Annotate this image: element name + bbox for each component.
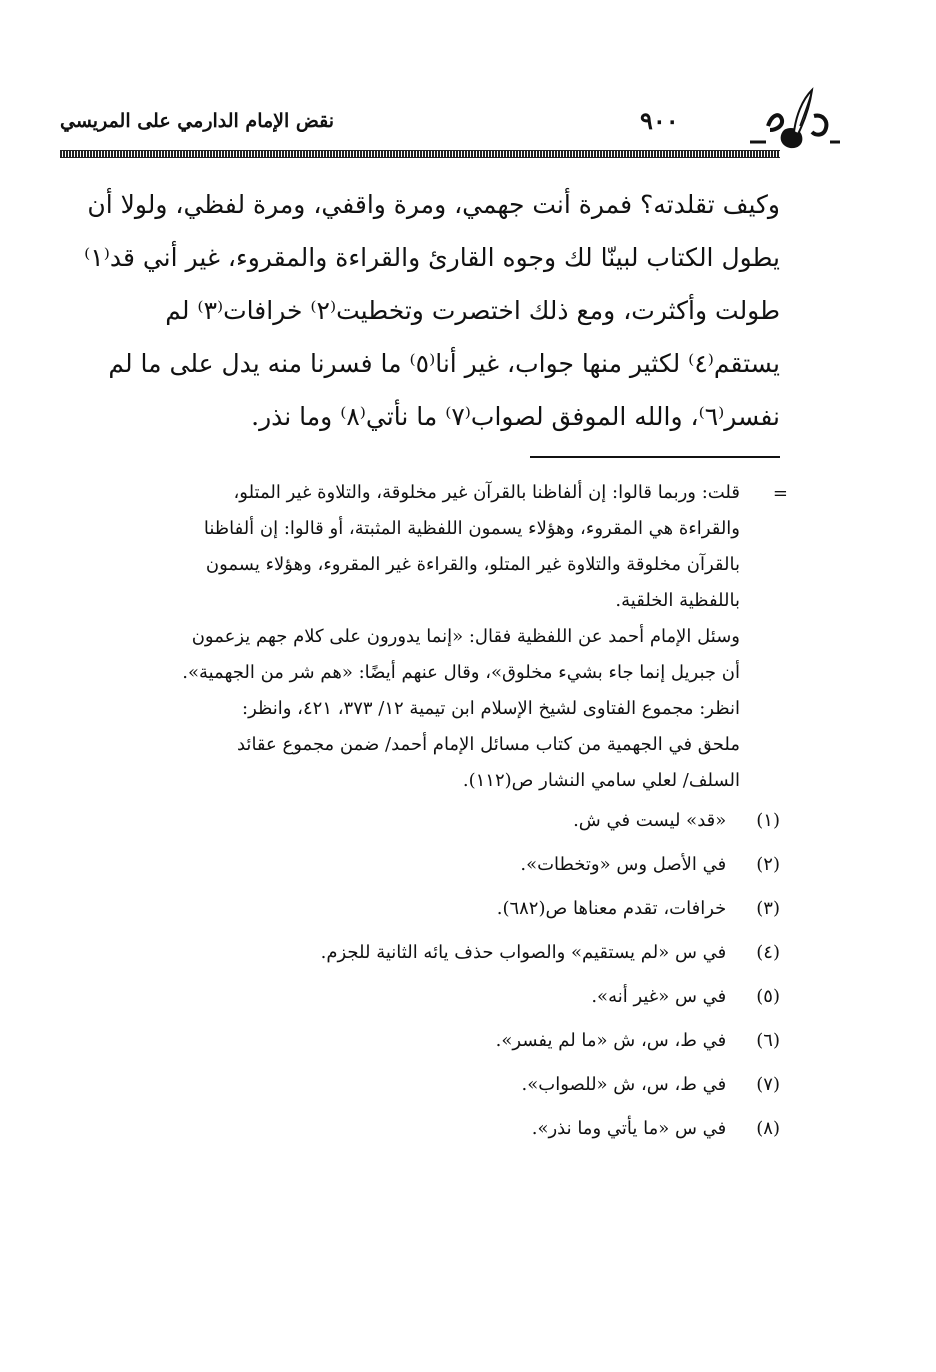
- footnote-item: [60, 975, 780, 1019]
- footnotes: [60, 475, 788, 1151]
- footnote-number: (٨): [756, 1118, 780, 1139]
- footnote-item: [60, 931, 780, 975]
- footnote-line: قلت: وربما قالوا: إن ألفاظنا بالقرآن غير مخلوقة، والتلاوة غير المتلو،: [233, 482, 740, 503]
- footnote-item: [60, 799, 780, 843]
- footnote-line: أن جبريل إنما جاء بشيء مخلوق»، وقال عنهم أيضًا: «هم شر من الجهمية».: [182, 662, 740, 683]
- main-text: [84, 178, 780, 443]
- footnote-line: باللفظية الخلقية.: [615, 590, 740, 611]
- footnote-text: في س «ما يأتي وما نذر».: [531, 1118, 727, 1139]
- footnote-number: (٧): [756, 1074, 780, 1095]
- page-header: [60, 100, 780, 140]
- footnote-line: والقراءة هي المقروء، وهؤلاء يسمون اللفظية المثبتة، أو قالوا: إن ألفاظنا: [203, 518, 740, 539]
- running-title: نقض الإمام الدارمي على المريسي: [60, 110, 335, 132]
- main-text-line: يستقم⁽٤⁾ لكثير منها جواب، غير أنا⁽٥⁾ ما فسرنا منه يدل على ما لم: [108, 349, 780, 378]
- footnote-text: في س «لم يستقيم» والصواب حذف يائه الثانية للجزم.: [320, 942, 727, 963]
- footnote-continuation: [60, 475, 740, 799]
- continuation-mark: =: [772, 483, 788, 504]
- quill-inkwell-icon: [750, 86, 840, 156]
- footnote-text: في ط، س، ش «ما لم يفسر».: [495, 1030, 727, 1051]
- footnote-line: وسئل الإمام أحمد عن اللفظية فقال: «إنما يدورون على كلام جهم يزعمون: [191, 626, 740, 647]
- footnote-number: (٤): [756, 942, 780, 963]
- footnote-line: انظر: مجموع الفتاوى لشيخ الإسلام ابن تيمية ١٢/ ٣٧٣، ٤٢١، وانظر:: [242, 698, 740, 719]
- footnote-number: (٥): [756, 986, 780, 1007]
- footnote-divider: [530, 456, 780, 458]
- footnote-text: في الأصل وس «وتخطات».: [520, 854, 727, 875]
- footnote-text: في ط، س، ش «للصواب».: [521, 1074, 727, 1095]
- main-text-line: وكيف تقلدته؟ فمرة أنت جهمي، ومرة واقفي، ومرة لفظي، ولولا أن: [87, 190, 780, 219]
- footnote-item: [60, 1019, 780, 1063]
- footnote-item: [60, 887, 780, 931]
- footnote-line: ملحق في الجهمية من كتاب مسائل الإمام أحمد/ ضمن مجموع عقائد: [236, 734, 740, 755]
- footnote-item: [60, 1107, 780, 1151]
- footnote-number: (١): [756, 810, 780, 831]
- footnote-line: بالقرآن مخلوقة والتلاوة غير المتلو، والقراءة غير المقروء، وهؤلاء يسمون: [205, 554, 740, 575]
- footnote-text: خرافات، تقدم معناها ص(٦٨٢).: [496, 898, 727, 919]
- footnote-item: [60, 843, 780, 887]
- main-text-line: يطول الكتاب لبينّا لك وجوه القارئ والقراءة والمقروء، غير أني قد⁽١⁾: [84, 243, 780, 272]
- footnote-item: [60, 1063, 780, 1107]
- page-number: ٩٠٠: [640, 106, 679, 135]
- footnote-line: السلف/ لعلي سامي النشار ص(١١٢).: [462, 770, 740, 791]
- footnote-number: (٢): [756, 854, 780, 875]
- footnote-text: «قد» ليست في ش.: [573, 810, 727, 831]
- main-text-line: طولت وأكثرت، ومع ذلك اختصرت وتخطيت⁽٢⁾ خرافات⁽٣⁾ لم: [165, 296, 780, 325]
- footnote-number: (٦): [756, 1030, 780, 1051]
- header-rule: [60, 150, 780, 158]
- main-text-line: نفسر⁽٦⁾، والله الموفق لصواب⁽٧⁾ ما نأتي⁽٨⁾ وما نذر.: [251, 402, 780, 431]
- footnote-text: في س «غير أنه».: [591, 986, 727, 1007]
- footnote-number: (٣): [756, 898, 780, 919]
- footnote-list: [60, 799, 780, 1151]
